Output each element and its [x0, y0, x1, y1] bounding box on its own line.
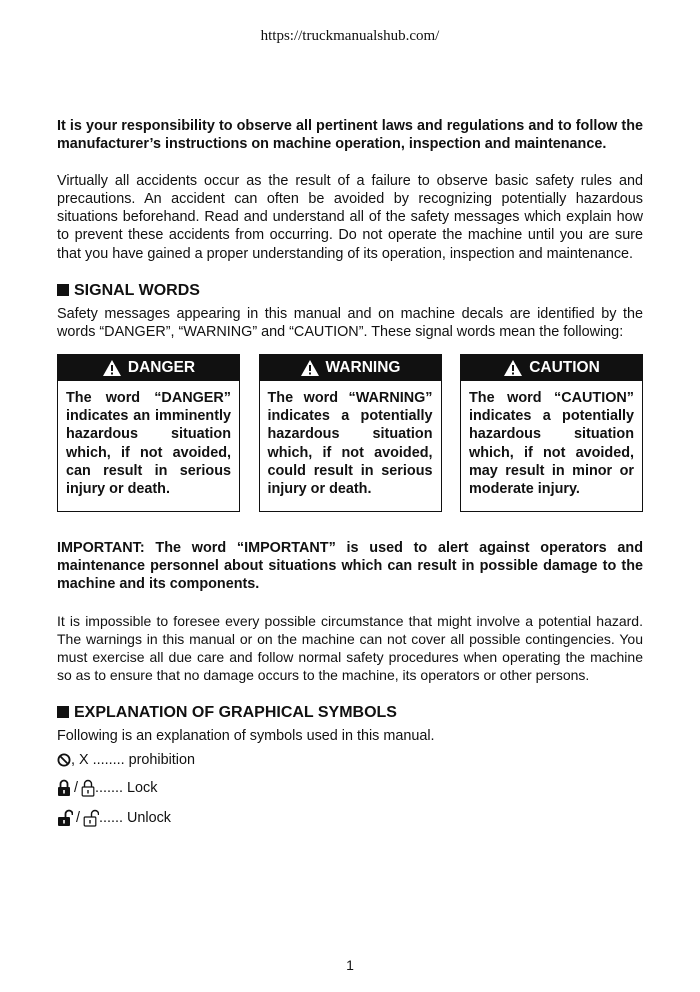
warning-triangle-icon: [503, 359, 523, 377]
caution-box-title: CAUTION: [529, 358, 600, 376]
prohibition-icon: [57, 753, 71, 767]
warning-box-title: WARNING: [325, 358, 401, 376]
page-content: [57, 117, 643, 833]
symbols-heading-text: EXPLANATION OF GRAPHICAL SYMBOLS: [74, 703, 397, 721]
square-bullet-icon: [57, 284, 69, 296]
warning-box-header: [260, 355, 441, 381]
warning-triangle-icon: [102, 359, 122, 377]
symbol-separator: /: [76, 809, 80, 826]
danger-box: [57, 354, 240, 512]
symbols-paragraph: Following is an explanation of symbols used in this manual.: [57, 727, 435, 744]
symbol-prefix: , X ........: [71, 751, 129, 768]
important-paragraph: IMPORTANT: The word “IMPORTANT” is used to alert against operators and maintenance personnel about situations which can result in possible damage to the machine and its components.: [57, 539, 643, 593]
symbol-prefix: .......: [95, 779, 127, 796]
intro-bold-paragraph: It is your responsibility to observe all pertinent laws and regulations and to follow the manufacturer’s instructions on machine operation, inspection and maintenance.: [57, 118, 643, 153]
symbol-separator: /: [74, 779, 78, 796]
danger-box-body: The word “DANGER” indicates an imminently hazardous situation which, if not avoided, can result in serious injury or death.: [66, 389, 231, 498]
lock-outline-icon: [81, 779, 95, 797]
symbol-label-unlock: Unlock: [127, 809, 171, 826]
warning-box: [259, 354, 442, 512]
caution-box-header: [461, 355, 642, 381]
caution-box-body: The word “CAUTION” indicates a potentially hazardous situation which, if not avoided, may result in minor or moderate injury.: [469, 389, 634, 498]
symbol-label-lock: Lock: [127, 779, 158, 796]
page-number: 1: [346, 957, 354, 973]
caution-box: [460, 354, 643, 512]
symbol-label-prohibition: prohibition: [128, 751, 195, 768]
signal-word-boxes: [57, 354, 643, 512]
symbol-row-unlock: [57, 803, 643, 833]
symbol-row-lock: [57, 773, 643, 803]
symbol-row-prohibition: [57, 747, 643, 773]
warning-box-body: The word “WARNING” indicates a potentially hazardous situation which, if not avoided, could result in serious injury or death.: [267, 389, 433, 498]
square-bullet-icon: [57, 706, 69, 718]
hazard-paragraph: It is impossible to foresee every possible circumstance that might involve a potential hazard. The warnings in this manual or on the machine can not cover all possible contingencies. You must exercise all due care and follow normal safety procedures when operating the machine so as to ensure that no damage occurs to the machine, its operators or other persons.: [57, 612, 643, 684]
signal-words-paragraph: Safety messages appearing in this manual and on machine decals are identified by the words “DANGER”, “WARNING” and “CAUTION”. These signal words mean the following:: [57, 306, 643, 341]
lock-filled-icon: [57, 779, 71, 797]
signal-words-heading-text: SIGNAL WORDS: [74, 282, 200, 300]
intro-paragraph: Virtually all accidents occur as the result of a failure to observe basic safety rules and precautions. An accident can often be avoided by recognizing potentially hazardous situations beforehand. Read and understand all of the safety messages which explain how to prevent these accidents from occurring. Do not operate the machine until you are sure that you have gained a proper understanding of its operation, inspection and maintenance.: [57, 172, 643, 262]
symbol-prefix: ......: [99, 809, 127, 826]
warning-triangle-icon: [300, 359, 320, 377]
header-url: https://truckmanualshub.com/: [260, 28, 440, 44]
danger-box-title: DANGER: [127, 358, 196, 376]
unlock-filled-icon: [57, 809, 73, 827]
danger-box-header: [58, 355, 239, 381]
symbols-heading: [57, 703, 643, 723]
signal-words-heading: [57, 281, 643, 301]
unlock-outline-icon: [83, 809, 99, 827]
